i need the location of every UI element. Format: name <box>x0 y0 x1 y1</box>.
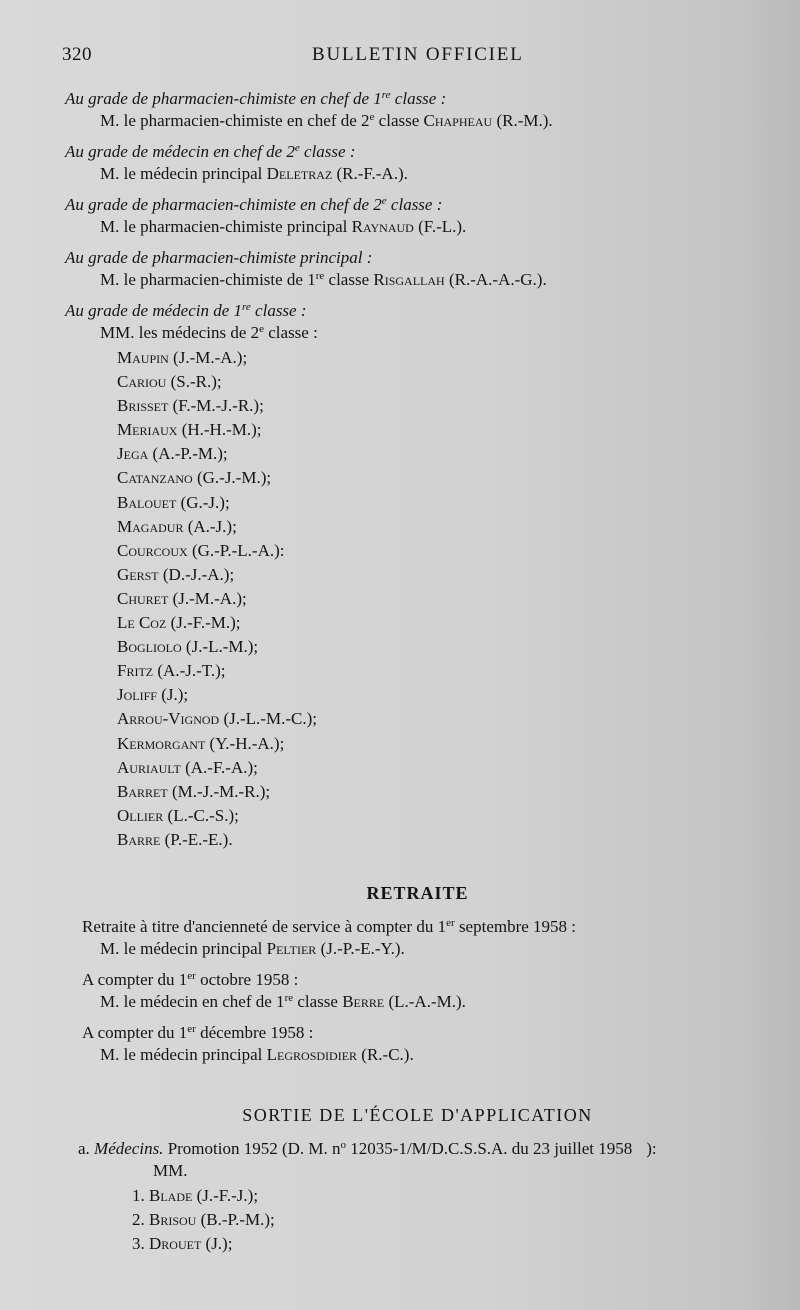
page-header <box>0 44 800 72</box>
officer-initials: (H.-H.-M.); <box>177 420 262 440</box>
section-heading: RETRAITE <box>366 882 469 903</box>
officer-name: Fritz <box>117 661 154 681</box>
promotion-line <box>78 1138 775 1160</box>
officer-initials: (M.-J.-M.-R.); <box>167 781 271 801</box>
officer-name: Legrosdidier <box>266 1044 358 1064</box>
retraite-entry: M. le médecin principal Peltier (J.-P.-E.-Y.). <box>100 938 405 958</box>
rank-number: 2. <box>132 1210 145 1230</box>
officer-initials: (P.-E.-E.). <box>160 829 233 849</box>
officer-initials: (J.); <box>201 1234 233 1254</box>
officer-name: Kermorgant <box>117 733 206 753</box>
graduate-row <box>132 1184 775 1208</box>
officer-initials: (A.-P.-M.); <box>148 444 228 464</box>
officer-list <box>117 346 775 852</box>
officer-initials: (G.-J.-M.); <box>192 468 272 488</box>
officer-name: Chapheau <box>423 111 493 130</box>
officer-name: Le Coz <box>117 613 167 633</box>
officer-initials: (J.-M.-A.); <box>168 588 247 608</box>
officer-row <box>117 466 775 490</box>
grade-heading: Au grade de pharmacien-chimiste principal : <box>65 248 373 267</box>
rank-number: 3. <box>132 1234 145 1254</box>
officer-row <box>117 635 775 659</box>
officer-row <box>117 659 775 683</box>
list-intro: MM. les médecins de 2e classe : <box>100 323 318 342</box>
officer-row <box>117 442 775 466</box>
grade-heading: Au grade de pharmacien-chimiste en chef de 1re classe : <box>65 89 447 108</box>
page-content <box>60 88 775 1256</box>
officer-name: Courcoux <box>117 540 188 560</box>
promotion-entry: M. le pharmacien-chimiste de 1re classe Risgallah (R.-A.-A.-G.). <box>100 270 547 289</box>
officer-name: Barret <box>117 781 168 801</box>
sortie-section <box>60 1104 775 1256</box>
officer-initials: (B.-P.-M.); <box>196 1210 275 1230</box>
officer-initials: (A.-J.-T.); <box>153 661 226 681</box>
officer-name: Maupin <box>117 348 169 367</box>
rank-number: 1. <box>132 1185 145 1205</box>
promotion-entry: M. le pharmacien-chimiste principal Raynaud (F.-L.). <box>100 217 467 236</box>
officer-name: Arrou-Vignod <box>117 709 220 729</box>
officer-row <box>117 828 775 852</box>
retraite-intro: Retraite à titre d'ancienneté de service à compter du 1er septembre 1958 : <box>82 916 577 936</box>
officer-initials: (J.-L.-M.-C.); <box>219 709 317 729</box>
officer-row <box>117 346 775 370</box>
officer-row <box>117 491 775 515</box>
graduate-row <box>132 1208 775 1232</box>
retraite-date: A compter du 1er octobre 1958 : <box>82 969 299 989</box>
officer-initials: (A.-J.); <box>183 516 237 536</box>
officer-row <box>117 587 775 611</box>
retraite-entry: M. le médecin principal Legrosdidier (R.-C.). <box>100 1044 414 1064</box>
promotion-closing: ): <box>646 1138 657 1158</box>
officer-row <box>117 756 775 780</box>
officer-name: Raynaud <box>351 217 414 236</box>
officer-name: Auriault <box>117 757 181 777</box>
officer-name: Bogliolo <box>117 637 182 657</box>
promotion-entry: M. le pharmacien-chimiste en chef de 2e classe Chapheau (R.-M.). <box>100 111 553 130</box>
officer-name: Blade <box>149 1185 193 1205</box>
officer-initials: (G.-J.); <box>176 492 230 512</box>
officer-initials: (J.-F.-M.); <box>166 613 241 633</box>
officer-name: Risgallah <box>373 270 445 289</box>
officer-initials: (Y.-H.-A.); <box>205 733 285 753</box>
officer-name: Brisou <box>149 1210 197 1230</box>
officer-row <box>117 707 775 731</box>
officer-row <box>117 563 775 587</box>
officer-initials: (J.-L.-M.); <box>181 637 259 657</box>
officer-initials: (D.-J.-A.); <box>158 564 235 584</box>
officer-name: Balouet <box>117 492 177 512</box>
officer-name: Barre <box>117 829 161 849</box>
officer-row <box>117 804 775 828</box>
officer-name: Joliff <box>117 685 157 705</box>
graduate-row <box>132 1232 775 1256</box>
officer-row <box>117 539 775 563</box>
retraite-entry: M. le médecin en chef de 1re classe Berre (L.-A.-M.). <box>100 991 466 1011</box>
graduate-list <box>132 1184 775 1256</box>
list-intro: MM. <box>153 1160 188 1180</box>
officer-name: Gerst <box>117 564 159 584</box>
officer-row <box>117 732 775 756</box>
officer-initials: (G.-P.-L.-A.): <box>187 540 285 560</box>
promotion-section <box>60 88 775 852</box>
officer-row <box>117 370 775 394</box>
officer-row <box>117 418 775 442</box>
officer-initials: (L.-C.-S.); <box>163 805 239 825</box>
officer-name: Drouet <box>149 1234 202 1254</box>
officer-name: Deletraz <box>266 164 333 183</box>
officer-name: Peltier <box>266 938 317 958</box>
officer-name: Catanzano <box>117 468 193 488</box>
retraite-section <box>60 882 775 1066</box>
officer-name: Magadur <box>117 516 184 536</box>
officer-initials: (A.-F.-A.); <box>180 757 258 777</box>
officer-row <box>117 611 775 635</box>
officer-initials: (S.-R.); <box>166 372 222 392</box>
officer-name: Cariou <box>117 372 167 392</box>
page-number: 320 <box>62 44 92 65</box>
officer-name: Churet <box>117 588 169 608</box>
promotion-text: a. Médecins. Promotion 1952 (D. M. $n^o$ 12035-1/M/D.C.S.S.A. du 23 juillet 1958 <box>78 1138 633 1158</box>
officer-name: Meriaux <box>117 420 178 440</box>
officer-row <box>117 683 775 707</box>
officer-initials: (J.); <box>156 685 189 705</box>
section-heading: SORTIE DE L'ÉCOLE D'APPLICATION <box>242 1104 593 1125</box>
officer-row <box>117 394 775 418</box>
officer-row <box>117 780 775 804</box>
officer-name: Ollier <box>117 805 164 825</box>
grade-heading: Au grade de médecin de 1re classe : <box>65 301 307 320</box>
retraite-date: A compter du 1er décembre 1958 : <box>82 1022 314 1042</box>
officer-initials: (F.-M.-J.-R.); <box>168 396 264 416</box>
officer-name: Berre <box>342 991 385 1011</box>
officer-row <box>117 515 775 539</box>
officer-name: Jega <box>117 444 149 464</box>
grade-heading: Au grade de médecin en chef de 2e classe : <box>65 142 356 161</box>
officer-name: Brisset <box>117 396 169 416</box>
running-title: BULLETIN OFFICIEL <box>312 44 524 65</box>
officer-initials: (J.-F.-J.); <box>192 1185 259 1205</box>
grade-heading: Au grade de pharmacien-chimiste en chef de 2e classe : <box>65 195 443 214</box>
officer-initials: (J.-M.-A.); <box>168 348 248 367</box>
promotion-entry: M. le médecin principal Deletraz (R.-F.-A.). <box>100 164 408 183</box>
